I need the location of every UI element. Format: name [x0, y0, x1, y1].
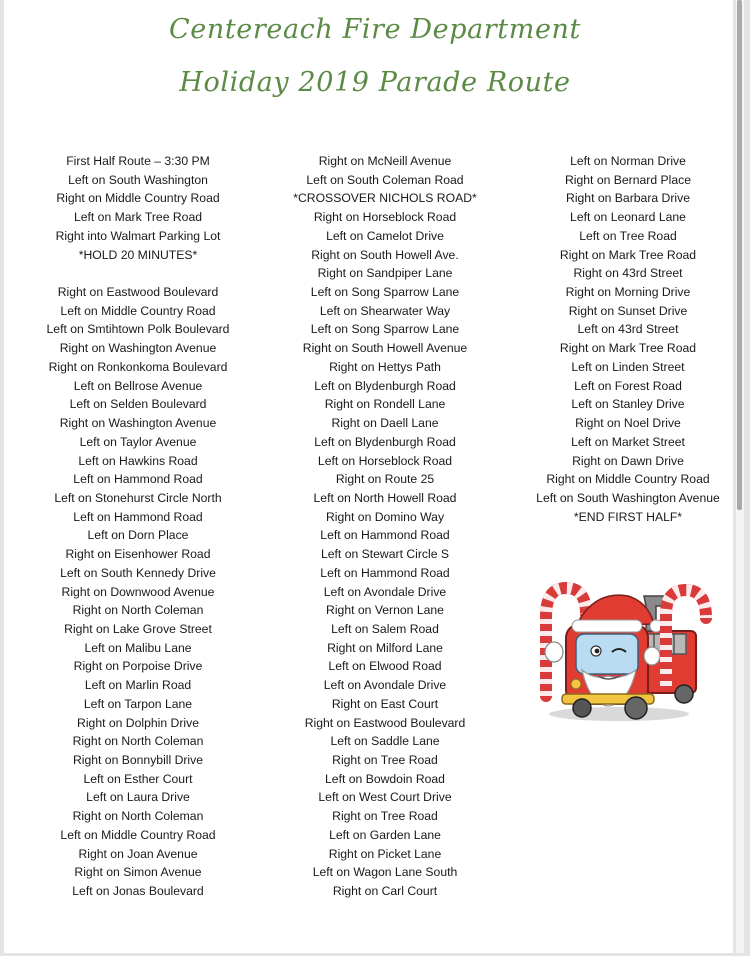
route-step: Right on Porpoise Drive: [73, 659, 203, 674]
route-column-2: [285, 152, 485, 901]
left-glove: [545, 642, 563, 662]
route-step: Left on Shearwater Way: [319, 303, 451, 318]
document-subtitle: Holiday 2019 Parade Route: [179, 67, 571, 98]
route-step: Left on Camelot Drive: [326, 228, 444, 243]
route-step: Left on Hammond Road: [73, 472, 203, 487]
route-step: Right on Sunset Drive: [568, 303, 688, 318]
shadow: [549, 707, 689, 721]
route-step: *HOLD 20 MINUTES*: [78, 247, 198, 262]
route-step: Left on Middle Country Road: [60, 303, 216, 318]
route-step: Right on McNeill Avenue: [318, 154, 452, 168]
route-step: Right on Carl Court: [332, 884, 438, 899]
route-step: Left on Stanley Drive: [571, 397, 685, 412]
route-step: Right on North Coleman: [72, 603, 204, 618]
route-step: Left on Avondale Drive: [323, 584, 447, 599]
route-step: Left on Jonas Boulevard: [72, 884, 204, 899]
route-step: Left on South Coleman Road: [306, 172, 464, 187]
route-step: Right into Walmart Parking Lot: [55, 228, 221, 243]
route-step: Left on Marlin Road: [84, 678, 192, 693]
route-step: Left on Malibu Lane: [84, 640, 192, 655]
route-step: Left on Tarpon Lane: [83, 696, 193, 711]
route-step: Right on Washington Avenue: [59, 341, 217, 356]
route-step: Left on Middle Country Road: [60, 827, 216, 842]
route-step: Right on Morning Drive: [565, 285, 691, 300]
route-step: Left on Blydenburgh Road: [314, 434, 456, 449]
blank-line: [38, 264, 238, 283]
route-step: Right on East Court: [331, 696, 439, 711]
route-step: Right on Mark Tree Road: [559, 247, 697, 262]
route-step: Right on Lake Grove Street: [64, 621, 212, 636]
route-step: Right on Bernard Place: [564, 172, 691, 187]
route-step: Left on Tree Road: [579, 228, 677, 243]
route-step: Left on Leonard Lane: [570, 210, 686, 225]
route-step: Left on Avondale Drive: [323, 678, 447, 693]
route-step: Right on Route 25: [335, 472, 435, 487]
route-step: Left on Stonehurst Circle North: [54, 490, 222, 505]
route-step: Left on Blydenburgh Road: [314, 378, 456, 393]
route-step: Right on North Coleman: [72, 809, 204, 824]
route-step: Left on Esther Court: [83, 771, 193, 786]
route-step: Left on Bellrose Avenue: [73, 378, 203, 393]
route-step: Right on Domino Way: [325, 509, 445, 524]
route-step: Left on Market Street: [571, 434, 685, 449]
route-column-1: [38, 152, 238, 901]
wheel-front-left: [573, 699, 591, 717]
route-step: First Half Route – 3:30 PM: [66, 154, 210, 168]
route-step: Right on Downwood Avenue: [61, 584, 215, 599]
right-glove: [644, 647, 660, 665]
route-step: Right on Eastwood Boulevard: [57, 285, 219, 300]
route-step: Right on South Howell Ave.: [311, 247, 459, 262]
route-step: Right on Ronkonkoma Boulevard: [48, 359, 228, 374]
route-step: Left on Mark Tree Road: [73, 210, 203, 225]
route-step: Left on Forest Road: [574, 378, 682, 393]
route-step: Left on Hammond Road: [73, 509, 203, 524]
route-step: Right on Joan Avenue: [78, 846, 198, 861]
route-step: Left on Elwood Road: [328, 659, 442, 674]
route-step: Left on Salem Road: [331, 621, 439, 636]
route-step: Right on Tree Road: [332, 809, 438, 824]
route-step: Left on Horseblock Road: [317, 453, 453, 468]
route-step: Left on Dorn Place: [87, 528, 189, 543]
route-step: *END FIRST HALF*: [573, 509, 683, 524]
route-step: Right on Daell Lane: [331, 416, 439, 431]
route-step: Right on Noel Drive: [575, 416, 681, 431]
route-step: Left on Selden Boulevard: [69, 397, 207, 412]
route-step: *CROSSOVER NICHOLS ROAD*: [293, 191, 477, 206]
route-step: Left on Hammond Road: [320, 528, 450, 543]
windshield-face: [576, 634, 638, 674]
santa-fire-truck-icon: [524, 576, 714, 724]
route-step: Right on Mark Tree Road: [559, 341, 697, 356]
route-step: Left on 43rd Street: [577, 322, 679, 337]
route-step: Right on Bonnybill Drive: [72, 753, 204, 767]
route-step: Right on Hettys Path: [329, 359, 441, 374]
route-step: Right on Sandpiper Lane: [317, 266, 453, 281]
route-step: Left on North Howell Road: [313, 490, 457, 505]
route-step: Right on Middle Country Road: [56, 191, 220, 206]
route-step: Right on Barbara Drive: [566, 191, 690, 206]
route-step: Right on Dolphin Drive: [77, 715, 199, 730]
route-step: Left on South Kennedy Drive: [60, 565, 216, 580]
route-step: Right on Simon Avenue: [74, 865, 202, 880]
route-step: Left on Garden Lane: [329, 827, 441, 842]
route-step: Right on Eastwood Boulevard: [304, 715, 466, 730]
route-step: Left on South Washington: [68, 172, 208, 187]
route-step: Left on Wagon Lane South: [312, 865, 458, 880]
route-step: Right on South Howell Avenue: [302, 341, 468, 356]
route-step: Left on Laura Drive: [86, 790, 190, 805]
route-step: Left on Hawkins Road: [78, 453, 198, 468]
route-step: Left on Stewart Circle S: [320, 547, 450, 562]
document-title: Centereach Fire Department: [169, 14, 581, 45]
route-step: Right on Horseblock Road: [313, 210, 457, 225]
route-step: Right on Vernon Lane: [326, 603, 444, 618]
route-step: Left on Norman Drive: [570, 154, 686, 168]
route-step: Right on Milford Lane: [327, 640, 443, 655]
route-step: Right on Rondell Lane: [324, 397, 446, 412]
route-step: Left on Saddle Lane: [330, 734, 440, 749]
route-step: Left on West Court Drive: [318, 790, 452, 805]
route-step: Left on Linden Street: [571, 359, 685, 374]
route-step: Left on South Washington Avenue: [536, 490, 720, 505]
wheel-front-right: [625, 697, 647, 719]
route-step: Left on Hammond Road: [320, 565, 450, 580]
route-step: Right on Eisenhower Road: [65, 547, 211, 562]
route-step: Left on Bowdoin Road: [325, 771, 445, 786]
route-step: Right on North Coleman: [72, 734, 204, 749]
route-step: Right on Tree Road: [332, 753, 438, 767]
route-step: Left on Taylor Avenue: [79, 434, 197, 449]
route-step: Right on Picket Lane: [328, 846, 442, 861]
route-step: Left on Smtihtown Polk Boulevard: [46, 322, 230, 337]
route-step: Left on Song Sparrow Lane: [310, 322, 460, 337]
wheel-rear: [675, 685, 693, 703]
route-column-3: [528, 152, 728, 526]
route-step: Left on Song Sparrow Lane: [310, 285, 460, 300]
route-step: Right on Middle Country Road: [546, 472, 710, 487]
route-step: Right on Dawn Drive: [572, 453, 684, 468]
route-step: Right on Washington Avenue: [59, 416, 217, 431]
route-step: Right on 43rd Street: [573, 266, 683, 281]
